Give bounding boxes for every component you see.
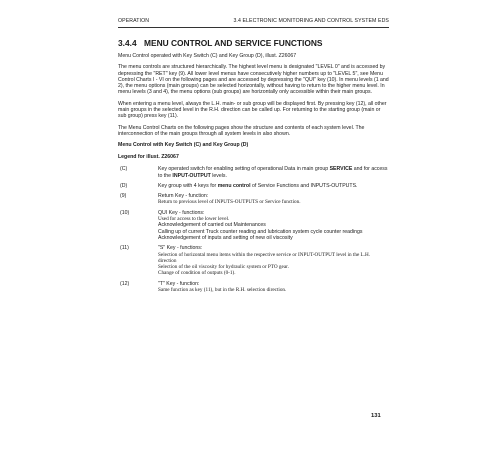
legend-text-part: and for access to the bbox=[158, 166, 388, 179]
legend-text bbox=[158, 281, 389, 294]
legend-detail: Used for access to the lower level. bbox=[158, 216, 230, 223]
legend-text-part: Key operated switch for enabling setting of operational Data in main group bbox=[158, 166, 330, 173]
legend-label: "S" Key - functions: bbox=[158, 245, 203, 252]
section-title: MENU CONTROL AND SERVICE FUNCTIONS bbox=[144, 38, 323, 48]
legend-key: (D) bbox=[120, 182, 128, 189]
legend-item bbox=[118, 166, 389, 179]
legend-label: "T" Key - function: bbox=[158, 280, 200, 287]
legend-item bbox=[118, 245, 389, 276]
legend-text-bold: SERVICE bbox=[329, 166, 353, 173]
legend-text-part: Key group with 4 keys for bbox=[158, 182, 218, 189]
legend-key: (C) bbox=[120, 166, 128, 173]
legend-text bbox=[158, 166, 389, 179]
legend-text-bold: menu control bbox=[217, 182, 251, 189]
legend-label: QUI Key - functions: bbox=[158, 209, 205, 216]
legend-key: (9) bbox=[120, 193, 127, 200]
legend-item bbox=[118, 210, 389, 241]
paragraph-charts: The Menu Control Charts on the following pages show the structure and contents of each system level. The interconnection of the main groups through all system levels in also shown. bbox=[118, 124, 365, 137]
legend-key: (12) bbox=[120, 280, 130, 287]
section-number: 3.4.4 bbox=[118, 38, 137, 48]
header-right: 3.4 ELECTRONIC MONITORING AND CONTROL SYSTEM EDS bbox=[233, 18, 389, 24]
paragraph-entering-level: When entering a menu level, always the L.H. main- or sub group will be displayed first. By pressing key (12), all other main groups in the selected level in the R.H. direction can be called up. For returning to the starting group (main or sub group) press key (11). bbox=[118, 100, 387, 120]
legend-text-part: levels. bbox=[210, 172, 227, 179]
section-heading bbox=[118, 38, 389, 48]
legend-key: (10) bbox=[120, 209, 130, 216]
page-content bbox=[118, 38, 389, 297]
legend-text bbox=[158, 193, 389, 206]
paragraph-intro: Menu Control operated with Key Switch (C) and Key Group (D), illust. Z26067 bbox=[118, 53, 297, 59]
legend-detail: Calling up of current Truck counter reading and lubrication system cycle counter readings bbox=[158, 228, 363, 235]
legend-title: Legend for illust. Z26067 bbox=[118, 154, 179, 161]
legend-text-part: of Service Functions and INPUTS-OUTPUTS. bbox=[250, 182, 358, 189]
legend-text-bold: INPUT-OUTPUT bbox=[172, 172, 211, 179]
legend-item bbox=[118, 281, 389, 294]
legend-text bbox=[158, 183, 389, 189]
subheading: Menu Control with Key Switch (C) and Key Group (D) bbox=[118, 142, 249, 149]
legend-list bbox=[118, 166, 389, 293]
legend-text bbox=[158, 210, 389, 241]
legend-detail: Selection of the oil viscosity for hydraulic system or PTO gear. bbox=[158, 264, 289, 271]
legend-detail: Change of condition of outputs (0-1). bbox=[158, 270, 236, 277]
legend-detail: Acknowledgement of inputs and setting of new oil viscosity bbox=[158, 234, 293, 241]
legend-key: (11) bbox=[120, 245, 129, 252]
legend-item bbox=[118, 183, 389, 189]
legend-text bbox=[158, 245, 389, 276]
legend-detail: Acknowledgement of carried out Maintenances bbox=[158, 222, 266, 229]
legend-item bbox=[118, 193, 389, 206]
paragraph-hierarchy: The menu controls are structured hierarchically. The highest level menu is designated "LEVEL 0" and is accessed by depressing the "RET" key (9). All lower level menus have consecutively higher numbers up to "LEVEL 5", see Menu Control Charts I - VI on the following pages and are accessed by depressing the "QUI" key (10). In menu levels (1 and 2), the menu options (main groups) can be selected horizontally, without having to return to the higher menu level. In menu levels (3 and 4), the menu options (sub groups) are horizontally only accessible within their main groups. bbox=[118, 64, 389, 96]
legend-detail: Selection of horizontal menu items within the respective service or INPUT-OUTPUT level in the L.H. direction bbox=[158, 251, 371, 264]
header-left: OPERATION bbox=[118, 18, 150, 24]
legend-detail: Return to previous level of INPUTS-OUTPUTS or Service function. bbox=[158, 199, 301, 206]
legend-label: Return Key - function: bbox=[158, 193, 209, 200]
legend-detail: Same function as key (11), but in the R.H. selection direction. bbox=[158, 287, 287, 294]
header-rule bbox=[118, 27, 389, 28]
page-number: 131 bbox=[371, 413, 381, 419]
